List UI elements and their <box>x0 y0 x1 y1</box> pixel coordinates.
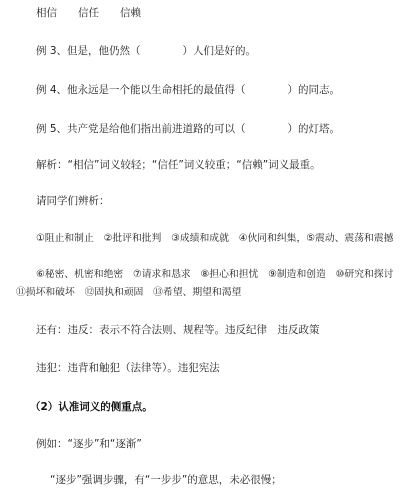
exercise-list-line-1: ①阻止和制止 ②批评和批判 ③成绩和成就 ④伙同和纠集，⑤震动、震荡和震撼 <box>36 233 394 244</box>
example-intro: 例如：“逐步”和“逐渐” <box>36 438 142 450</box>
analysis-text: 解析：“相信”词义较轻；“信任”词义较重；“信赖”词义最重。 <box>36 159 321 171</box>
violation-definition: 还有：违反：表示不符合法则、规程等。违反纪律 违反政策 <box>36 324 320 336</box>
exercise-list-line-2: ⑥秘密、机密和绝密 ⑦请求和恳求 ⑧担心和担忧 ⑨制造和创造 ⑩研究和探讨 <box>36 269 394 280</box>
offense-definition: 违犯：违背和触犯（法律等）。违犯宪法 <box>36 362 220 374</box>
example-3: 例 3、但是，他仍然（ ）人们是好的。 <box>36 45 257 57</box>
example-5: 例 5、共产党是给他们指出前进道路的可以（ ）的灯塔。 <box>36 123 341 135</box>
gradual-explanation: “逐步”强调步骤，有“一步步”的意思，未必很慢； <box>50 474 282 486</box>
exercise-prompt: 请同学们辨析： <box>36 195 110 207</box>
section-heading: （2）认准词义的侧重点。 <box>30 401 153 413</box>
example-4: 例 4、他永远是一个能以生命相托的最值得（ ）的同志。 <box>36 84 341 96</box>
exercise-list-line-3: ⑪损坏和破坏 ⑫固执和顽固 ⑬希望、期望和渴望 <box>16 287 242 298</box>
word-group-heading: 相信 信任 信赖 <box>36 7 141 19</box>
